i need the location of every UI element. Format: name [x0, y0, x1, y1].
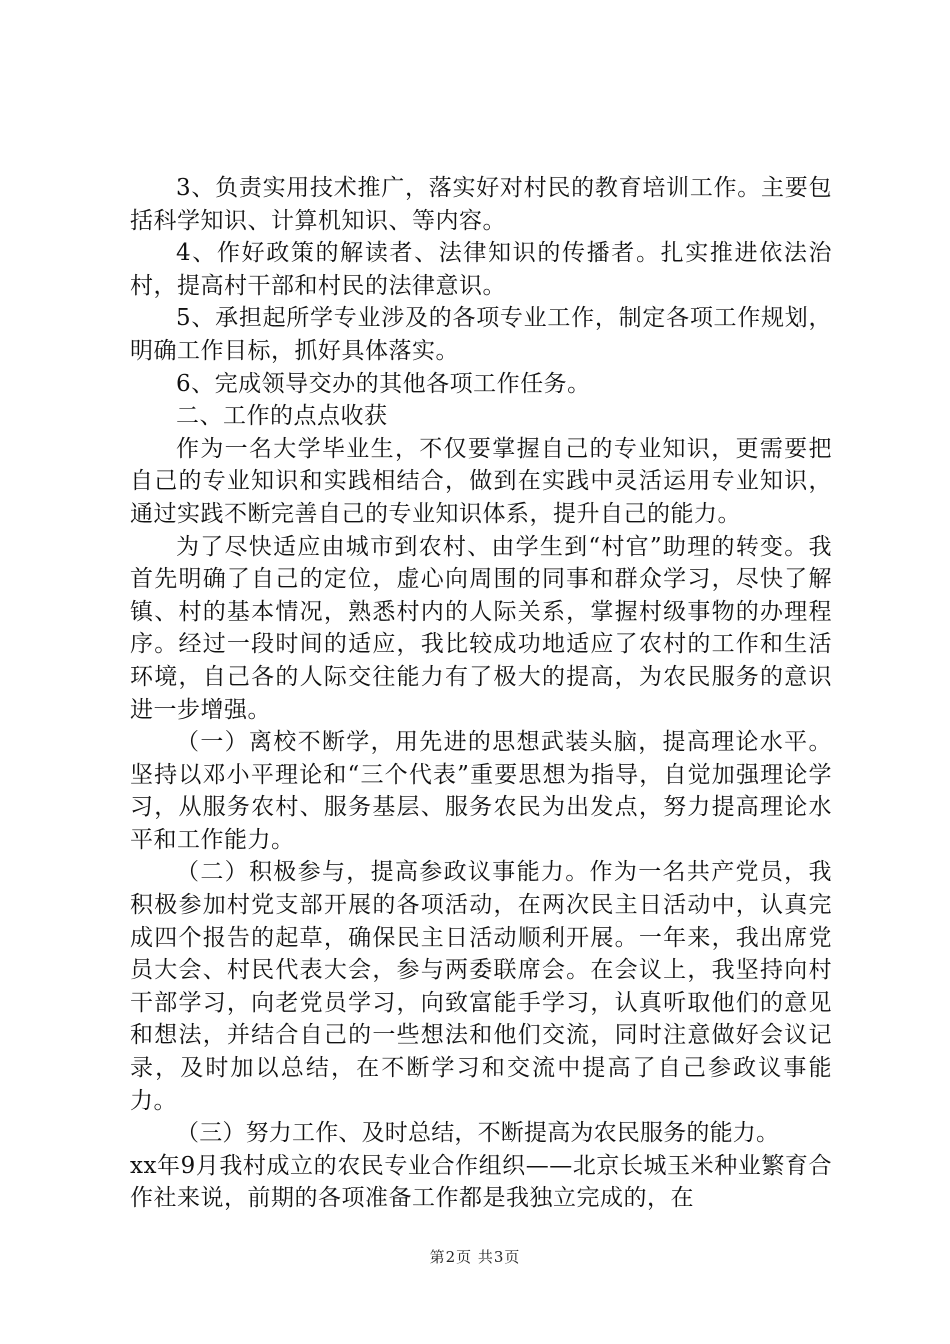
paragraph-theory: （一）离校不断学，用先进的思想武装头脑，提高理论水平。坚持以邓小平理论和“三个代表”重要思想为指导，自觉加强理论学习，从服务农村、服务基层、服务农民为出发点，努力提高理论水平和工作能力。	[130, 729, 832, 853]
paragraph-cooperative: xx年9月我村成立的农民专业合作组织——北京长城玉米种业繁育合作社来说，前期的各项准备工作都是我独立完成的，在	[130, 1152, 832, 1212]
paragraph-service: （三）努力工作、及时总结，不断提高为农民服务的能力。	[176, 1120, 780, 1147]
section-heading-harvest: 二、工作的点点收获	[176, 403, 388, 430]
paragraph-graduate: 作为一名大学毕业生，不仅要掌握自己的专业知识，更需要把自己的专业知识和实践相结合，做到在实践中灵活运用专业知识，通过实践不断完善自己的专业知识体系，提升自己的能力。	[130, 435, 832, 527]
paragraph-participation: （二）积极参与，提高参政议事能力。作为一名共产党员，我积极参加村党支部开展的各项活动，在两次民主日活动中，认真完成四个报告的起草，确保民主日活动顺利开展。一年来，我出席党员大会、村民代表大会，参与两委联席会。在会议上，我坚持向村干部学习，向老党员学习，向致富能手学习，认真听取他们的意见和想法，并结合自己的一些想法和他们交流，同时注意做好会议记录，及时加以总结，在不断学习和交流中提高了自己参政议事能力。	[130, 859, 832, 1114]
paragraph-item-4: 4、作好政策的解读者、法律知识的传播者。扎实推进依法治村，提高村干部和村民的法律意识。	[130, 240, 832, 299]
paragraph-item-5: 5、承担起所学专业涉及的各项专业工作，制定各项工作规划，明确工作目标，抓好具体落实。	[130, 305, 832, 364]
paragraph-item-3: 3、负责实用技术推广，落实好对村民的教育培训工作。主要包括科学知识、计算机知识、等内容。	[130, 175, 832, 234]
page-number-footer: 第2页 共3页	[429, 1248, 521, 1266]
paragraph-adapt: 为了尽快适应由城市到农村、由学生到“村官”助理的转变。我首先明确了自己的定位，虚心向周围的同事和群众学习，尽快了解镇、村的基本情况，熟悉村内的人际关系，掌握村级事物的办理程序。经过一段时间的适应，我比较成功地适应了农村的工作和生活环境，自己各的人际交往能力有了极大的提高，为农民服务的意识进一步增强。	[130, 533, 832, 723]
paragraph-item-6: 6、完成领导交办的其他各项工作任务。	[176, 370, 591, 397]
document-body	[130, 172, 832, 1215]
